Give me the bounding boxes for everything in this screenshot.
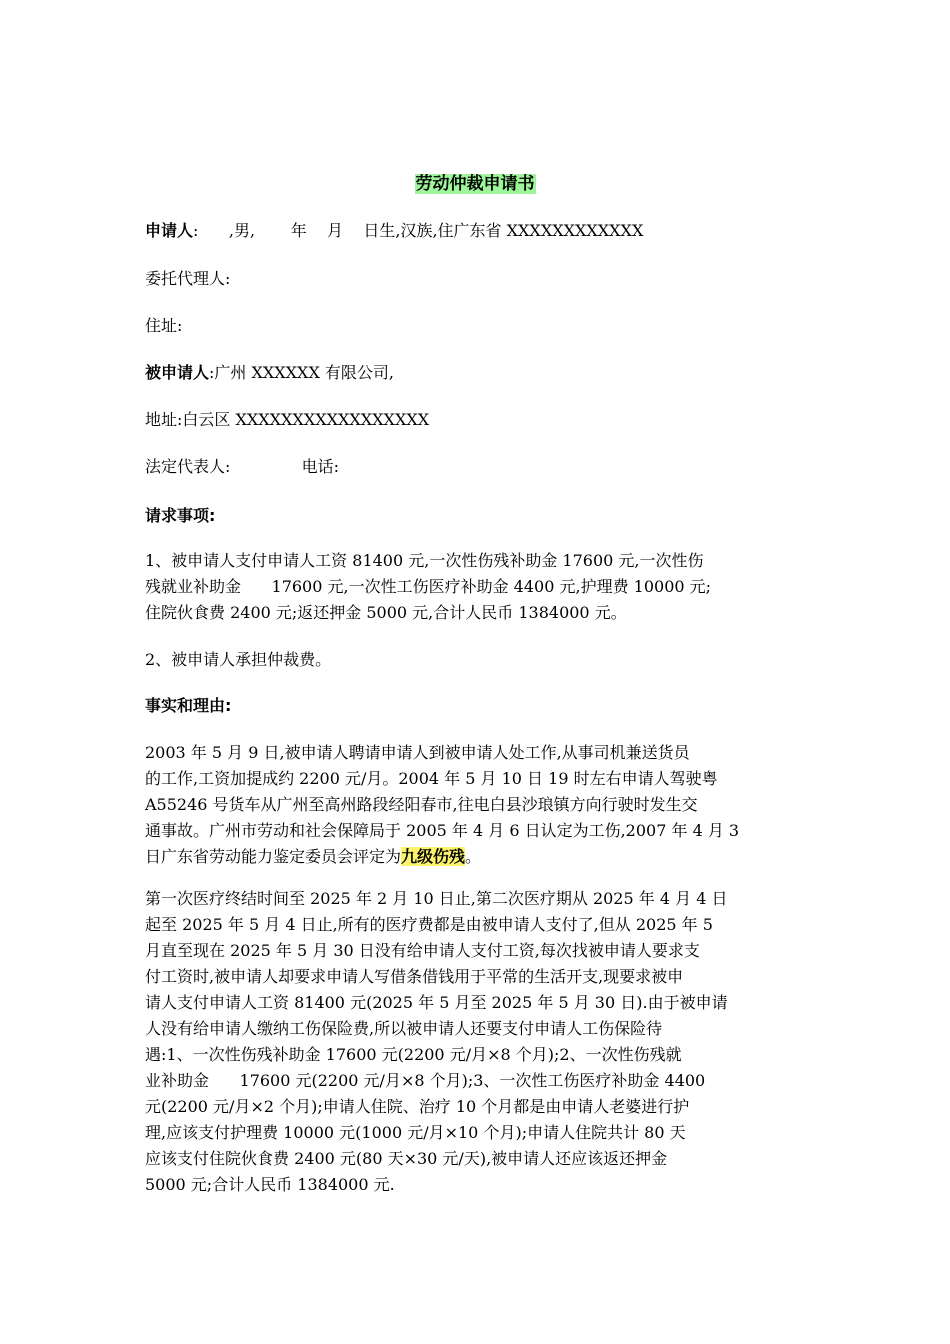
respondent-label: 被申请人 <box>145 363 210 382</box>
address-line: 住址: <box>145 316 183 335</box>
facts-2-line: 应该支付住院伙食费 2400 元(80 天×30 元/天),被申请人还应该返还押金 <box>145 1149 668 1168</box>
facts-heading: 事实和理由: <box>145 696 232 715</box>
disability-grade-highlight: 九级伤残 <box>401 847 466 866</box>
facts-2-line: 付工资时,被申请人却要求申请人写借条借钱用于平常的生活开支,现要求被申 <box>145 967 684 986</box>
claim-1-line: 残就业补助金 17600 元,一次性工伤医疗补助金 4400 元,护理费 10000 元; <box>145 577 712 596</box>
claim-1-line: 住院伙食费 2400 元;返还押金 5000 元,合计人民币 1384000 元。 <box>145 603 627 622</box>
applicant-text: : ,男, 年 月 日生,汉族,住广东省 XXXXXXXXXXXX <box>193 221 644 240</box>
facts-paragraph-1 <box>145 740 810 870</box>
facts-1-line: 的工作,工资加提成约 2200 元/月。2004 年 5 月 10 日 19 时左右申请人驾驶粤 <box>145 769 718 788</box>
applicant-label: 申请人 <box>145 221 194 240</box>
document-title <box>0 172 950 196</box>
facts-2-line: 理,应该支付护理费 10000 元(1000 元/月×10 个月);申请人住院共计 80 天 <box>145 1123 686 1142</box>
respondent-address-line: 地址:白云区 XXXXXXXXXXXXXXXXX <box>145 410 430 429</box>
facts-2-line: 5000 元;合计人民币 1384000 元. <box>145 1175 395 1194</box>
respondent-line <box>145 361 394 385</box>
respondent-text: :广州 XXXXXX 有限公司, <box>209 363 395 382</box>
agent-line: 委托代理人: <box>145 269 231 288</box>
facts-1-line: A55246 号货车从广州至高州路段经阳春市,往电白县沙琅镇方向行驶时发生交 <box>145 795 698 814</box>
claim-2: 2、被申请人承担仲裁费。 <box>145 650 332 669</box>
applicant-line <box>145 219 643 243</box>
facts-1-line: 2003 年 5 月 9 日,被申请人聘请申请人到被申请人处工作,从事司机兼送货员 <box>145 743 690 762</box>
facts-2-line: 业补助金 17600 元(2200 元/月×8 个月);3、一次性工伤医疗补助金 4400 <box>145 1071 706 1090</box>
facts-1-last-prefix: 日广东省劳动能力鉴定委员会评定为 <box>145 847 402 866</box>
facts-2-line: 月直至现在 2025 年 5 月 30 日没有给申请人支付工资,每次找被申请人要求支 <box>145 941 700 960</box>
legal-rep-line: 法定代表人: 电话: <box>145 457 339 476</box>
facts-paragraph-2 <box>145 886 810 1198</box>
title-text: 劳动仲裁申请书 <box>415 174 535 194</box>
facts-1-line: 通事故。广州市劳动和社会保障局于 2005 年 4 月 6 日认定为工伤,2007 年 4 月 3 <box>145 821 740 840</box>
claims-heading: 请求事项: <box>145 506 216 525</box>
facts-1-last-line <box>145 844 810 870</box>
facts-2-line: 第一次医疗终结时间至 2025 年 2 月 10 日止,第二次医疗期从 2025 年 4 月 4 日 <box>145 889 728 908</box>
claim-1-line: 1、被申请人支付申请人工资 81400 元,一次性伤残补助金 17600 元,一次性伤 <box>145 551 704 570</box>
facts-2-line: 请人支付申请人工资 81400 元(2025 年 5 月至 2025 年 5 月 30 日).由于被申请 <box>145 993 728 1012</box>
facts-2-line: 起至 2025 年 5 月 4 日止,所有的医疗费都是由被申请人支付了,但从 2025 年 5 <box>145 915 713 934</box>
facts-2-line: 人没有给申请人缴纳工伤保险费,所以被申请人还要支付申请人工伤保险待 <box>145 1019 663 1038</box>
claim-1 <box>145 548 810 626</box>
facts-1-last-suffix: 。 <box>465 847 482 866</box>
facts-2-line: 遇:1、一次性伤残补助金 17600 元(2200 元/月×8 个月);2、一次性伤残就 <box>145 1045 682 1064</box>
facts-2-line: 元(2200 元/月×2 个月);申请人住院、治疗 10 个月都是由申请人老婆进行护 <box>145 1097 690 1116</box>
